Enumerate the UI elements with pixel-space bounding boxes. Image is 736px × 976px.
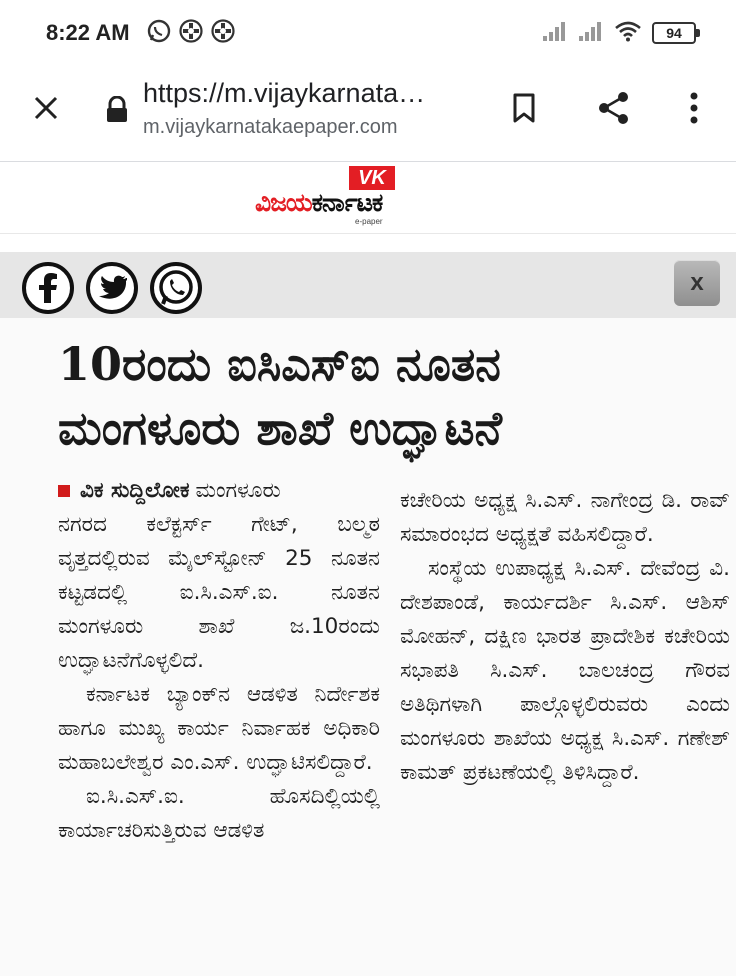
article-paragraph: ಐ.ಸಿ.ಎಸ್.ಐ. ಹೊಸದಿಲ್ಲಿಯಲ್ಲಿ ಕಾರ್ಯಾಚರಿಸುತ್ತಿರುವ ಆಡಳಿತ [58,784,380,843]
logo-name-black: ಕರ್ನಾಟಕ [311,188,383,217]
close-icon [31,93,61,123]
url-domain[interactable]: m.vijaykarnatakaepaper.com [143,116,398,138]
status-indicators [542,20,696,46]
twitter-icon [97,275,127,301]
twitter-share-button[interactable] [86,262,138,314]
whatsapp-icon [146,18,172,44]
close-tab-button[interactable] [26,88,66,128]
battery-level: 94 [666,25,682,41]
article-headline: 10ರಂದು ಐಸಿಎಸ್ಐ ನೂತನ ಮಂಗಳೂರು ಶಾಖೆ ಉದ್ಘಾಟನೆ [58,337,502,455]
article-paragraph: ಸಂಸ್ಥೆಯ ಉಪಾಧ್ಯಕ್ಷ ಸಿ.ಎಸ್. ದೇವೆಂದ್ರ ವಿ. ದೇಶಪಾಂಡೆ, ಕಾರ್ಯದರ್ಶಿ ಸಿ.ಎಸ್. ಆಶಿಸ್ ಮೋಹನ್, ದಕ್ಷಿಣ ಭಾರತ ಪ್ರಾದೇಶಿಕ ಕಚೇರಿಯ ಸಭಾಪತಿ ಸಿ.ಎಸ್. ಬಾಲಚಂದ್ರ ಗೌರವ ಅತಿಥಿಗಳಾಗಿ ಪಾಲ್ಗೊಳ್ಳಲಿರುವರು ಎಂದು ಮಂಗಳೂರು ಶಾಖೆಯ ಅಧ್ಯಕ್ಷ ಸಿ.ಎಸ್. ಗಣೇಶ್ ಕಾಮತ್ ಪ್ರಕಟಣೆಯಲ್ಲಿ ತಿಳಿಸಿದ್ದಾರೆ. [400,556,730,785]
whatsapp-icon [156,268,196,308]
site-header [0,162,736,234]
app-notification-icon [210,18,236,44]
more-options-button[interactable] [672,86,716,130]
close-share-button[interactable]: x [674,260,720,306]
dateline-place: ಮಂಗಳೂರು [195,478,281,503]
share-icon [596,90,632,126]
share-button[interactable] [592,86,636,130]
site-logo[interactable] [255,166,485,230]
lock-icon [104,96,130,124]
dateline [58,474,380,508]
bullet-icon [58,485,70,497]
article-column-left [58,474,380,848]
bookmark-icon [510,92,538,124]
logo-badge: VK [349,166,395,190]
bookmark-button[interactable] [502,86,546,130]
share-bar [0,252,736,318]
facebook-share-button[interactable] [22,262,74,314]
article-clipping [0,318,736,976]
status-time: 8:22 AM [46,20,130,45]
battery-indicator [652,22,696,44]
status-bar [0,0,736,62]
custom-tab-toolbar [0,62,736,162]
article-column-right [400,484,730,790]
facebook-icon [36,273,60,303]
byline: ವಿಕ ಸುದ್ದಿಲೋಕ [80,478,190,503]
app-notification-icon [178,18,204,44]
page-title[interactable]: https://m.vijaykarnata… [143,78,426,108]
signal-icon [542,20,568,46]
logo-subtitle: e-paper [355,217,383,226]
article-paragraph: ಕಚೇರಿಯ ಅಧ್ಯಕ್ಷ ಸಿ.ಎಸ್. ನಾಗೇಂದ್ರ ಡಿ. ರಾವ್ ಸಮಾರಂಭದ ಅಧ್ಯಕ್ಷತೆ ವಹಿಸಲಿದ್ದಾರೆ. [400,488,730,547]
article-paragraph: ಕರ್ನಾಟಕ ಬ್ಯಾಂಕ್‌ನ ಆಡಳಿತ ನಿರ್ದೇಶಕ ಹಾಗೂ ಮುಖ್ಯ ಕಾರ್ಯ ನಿರ್ವಾಹಕ ಅಧಿಕಾರಿ ಮಹಾಬಲೇಶ್ವರ ಎಂ.ಎಸ್. ಉದ್ಘಾಟಿಸಲಿದ್ದಾರೆ. [58,682,380,775]
logo-wordmark [255,188,485,218]
logo-name-red: ವಿಜಯ [255,188,312,217]
more-vert-icon [689,92,699,124]
wifi-icon [614,20,642,46]
whatsapp-share-button[interactable] [150,262,202,314]
article-paragraph: ನಗರದ ಕಲೆಕ್ಟರ್ಸ್ ಗೇಟ್, ಬಲ್ಮಠ ವೃತ್ತದಲ್ಲಿರುವ ಮೈಲ್‌ಸ್ಟೋನ್ 25 ನೂತನ ಕಟ್ಟಡದಲ್ಲಿ ಐ.ಸಿ.ಎಸ್.ಐ. ನೂತನ ಮಂಗಳೂರು ಶಾಖೆ ಜ.10ರಂದು ಉದ್ಘಾಟನೆಗೊಳ್ಳಲಿದೆ. [58,512,380,673]
signal-icon [578,20,604,46]
